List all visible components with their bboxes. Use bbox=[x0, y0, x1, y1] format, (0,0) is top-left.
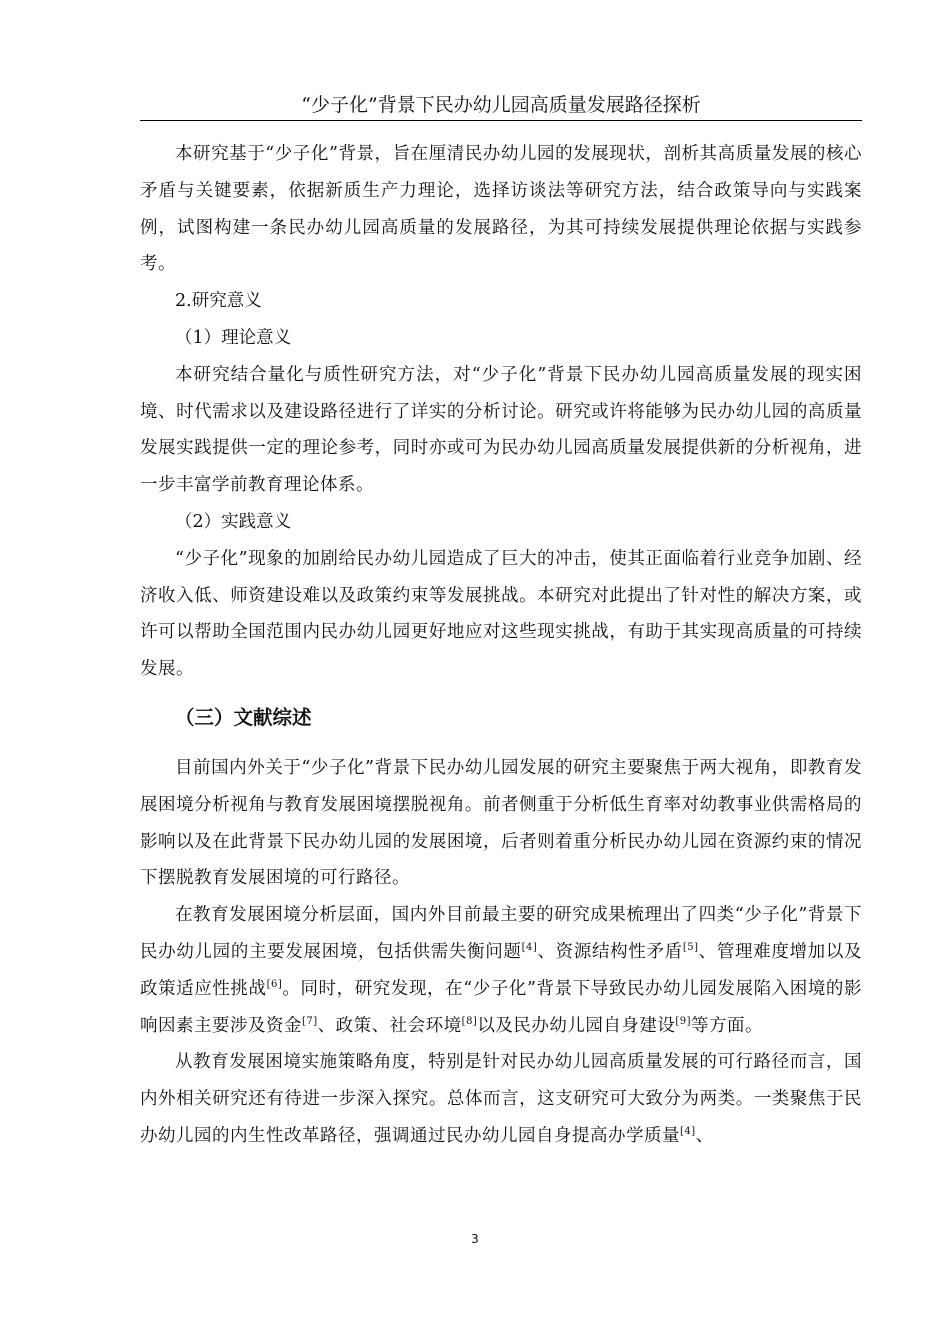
subsection-heading: （2）实践意义 bbox=[175, 511, 292, 532]
paragraph: “少子化”现象的加剧给民办幼儿园造成了巨大的冲击，使其正面临着行业竞争加剧、经济收入低、师资建设难以及政策约束等发展挑战。本研究对此提出了针对性的解决方案，或许可以帮助全国范围内民办幼儿园更好地应对这些现实挑战，有助于其实现高质量的可持续发展。 bbox=[140, 548, 862, 680]
citation-marker: [4] bbox=[680, 1126, 696, 1138]
citation-marker: [8] bbox=[461, 1015, 478, 1027]
text-run: 、管理难度增加以及政策适应性挑战 bbox=[140, 941, 863, 999]
subsection-heading: 2.研究意义 bbox=[175, 291, 262, 312]
paragraph bbox=[140, 897, 862, 1044]
paragraph: 目前国内外关于“少子化”背景下民办幼儿园发展的研究主要聚焦于两大视角，即教育发展困境分析视角与教育发展困境摆脱视角。前者侧重于分析低生育率对幼教事业供需格局的影响以及在此背景下民办幼儿园的发展困境，后者则着重分析民办幼儿园在资源约束的情况下摆脱教育发展困境的可行路径。 bbox=[140, 757, 862, 889]
page-number: 3 bbox=[471, 1232, 479, 1246]
text-run: 、 bbox=[695, 1125, 714, 1146]
citation-marker: [5] bbox=[682, 942, 699, 954]
text-run: 等方面。 bbox=[691, 1015, 764, 1036]
header-rule bbox=[140, 120, 862, 121]
citation-marker: [9] bbox=[675, 1015, 692, 1027]
text-run: 、政策、社会环境 bbox=[317, 1015, 462, 1036]
paragraph: 本研究基于“少子化”背景，旨在厘清民办幼儿园的发展现状，剖析其高质量发展的核心矛盾与关键要素，依据新质生产力理论，选择访谈法等研究方法，结合政策导向与实践案例，试图构建一条民办幼儿园高质量的发展路径，为其可持续发展提供理论依据与实践参考。 bbox=[140, 144, 862, 275]
text-run: 从教育发展困境实施策略角度，特别是针对民办幼儿园高质量发展的可行路径而言，国内外相关研究还有待进一步深入探究。总体而言，这支研究可大致分为两类。一类聚焦于民办幼儿园的内生性改革路径，强调通过民办幼儿园自身提高办学质量 bbox=[140, 1052, 862, 1146]
text-run: 、资源结构性矛盾 bbox=[537, 941, 683, 962]
citation-marker: [6] bbox=[266, 978, 283, 990]
paragraph: 本研究结合量化与质性研究方法，对“少子化”背景下民办幼儿园高质量发展的现实困境、时代需求以及建设路径进行了详实的分析讨论。研究或许将能够为民办幼儿园的高质量发展实践提供一定的理论参考，同时亦或可为民办幼儿园高质量发展提供新的分析视角，进一步丰富学前教育理论体系。 bbox=[140, 364, 862, 496]
running-header: “少子化”背景下民办幼儿园高质量发展路径探析 bbox=[301, 94, 701, 116]
text-run: 以及民办幼儿园自身建设 bbox=[477, 1015, 676, 1036]
citation-marker: [4] bbox=[521, 942, 538, 954]
paragraph bbox=[140, 1044, 862, 1154]
document-body bbox=[140, 136, 862, 1155]
subsection-heading: （1）理论意义 bbox=[175, 327, 292, 348]
citation-marker: [7] bbox=[302, 1015, 318, 1027]
text-run: 。同时，研究发现，在“少子化”背景下导致民办幼儿园发展陷入困境的影响因素主要涉及资金 bbox=[140, 978, 862, 1036]
section-heading: （三）文献综述 bbox=[175, 705, 312, 729]
text-run: 在教育发展困境分析层面，国内外目前最主要的研究成果梳理出了四类“少子化”背景下民办幼儿园的主要发展困境，包括供需失衡问题 bbox=[140, 905, 862, 962]
